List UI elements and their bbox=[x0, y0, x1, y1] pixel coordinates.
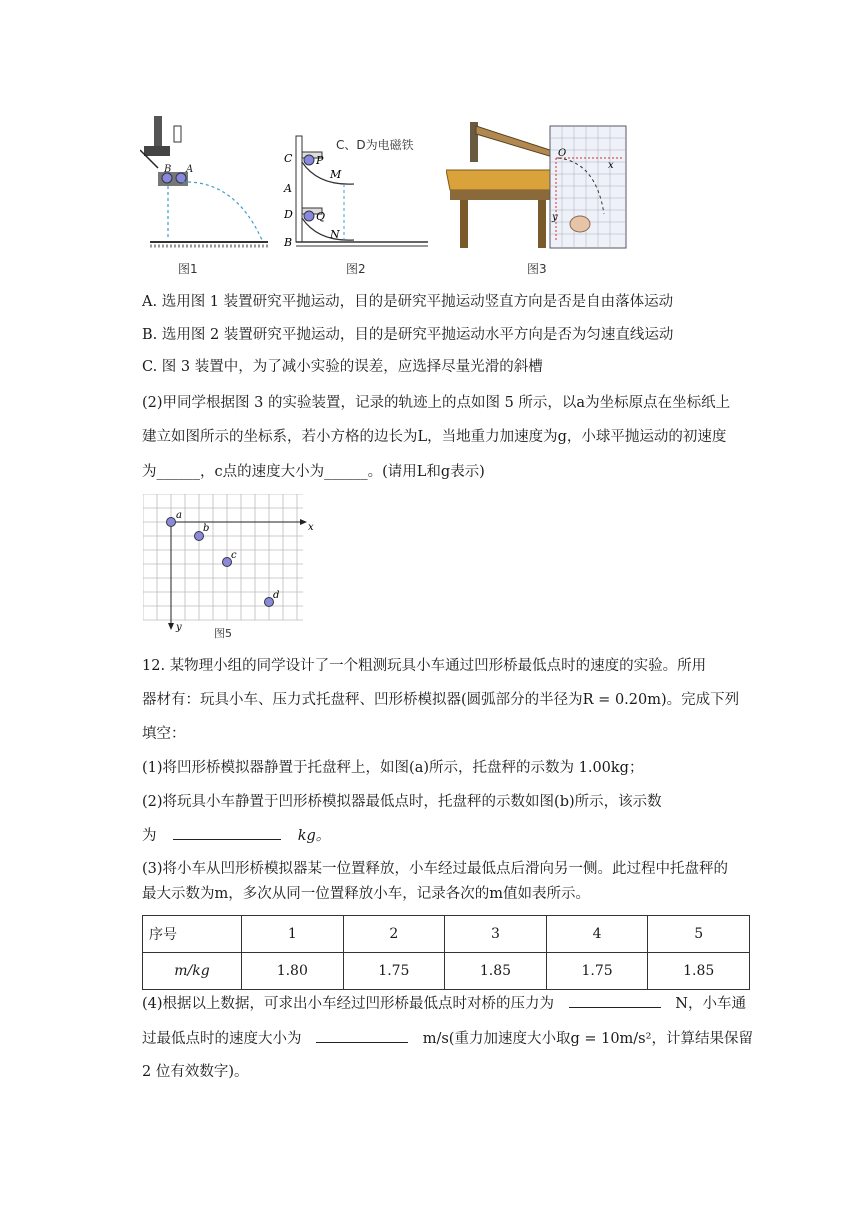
q12-step-4a-text: (4)根据以上数据，可求出小车经过凹形桥最低点时对桥的压力为 bbox=[142, 996, 555, 1012]
q2-line-2: 建立如图所示的坐标系，若小方格的边长为L，当地重力加速度为g，小球平抛运动的初速度 bbox=[142, 429, 727, 445]
fig2-label-p: P bbox=[316, 154, 324, 167]
fig5-label-y: y bbox=[176, 622, 182, 633]
fig2-label-q: Q bbox=[316, 210, 326, 223]
option-b: B. 选用图 2 装置研究平抛运动，目的是研究平抛运动水平方向是否为匀速直线运动 bbox=[142, 327, 674, 343]
fig2-label-c: C bbox=[284, 152, 293, 165]
q12-step-4a-unit: N，小车通 bbox=[675, 996, 746, 1012]
fig2-label-m: M bbox=[330, 168, 342, 181]
fig5-label-d: d bbox=[273, 590, 280, 601]
figure-1-caption: 图1 bbox=[178, 262, 198, 276]
answer-blank-force[interactable] bbox=[569, 993, 661, 1008]
q12-step-4b bbox=[142, 1028, 753, 1049]
table-cell: m/kg bbox=[143, 953, 242, 990]
table-cell: 1.85 bbox=[445, 953, 547, 990]
figure-5-grid bbox=[143, 494, 323, 634]
table-cell: 3 bbox=[445, 916, 547, 953]
figure-3-apparatus bbox=[446, 118, 630, 252]
fig3-label-y: y bbox=[552, 212, 558, 223]
table-row bbox=[143, 953, 750, 990]
q12-step-3a: (3)将小车从凹形桥模拟器某一位置释放，小车经过最低点后滑向另一侧。此过程中托盘秤的 bbox=[142, 861, 729, 877]
fig3-label-x: x bbox=[608, 160, 614, 171]
q2-line-3: 为______，c点的速度大小为______。(请用L和g表示) bbox=[142, 464, 485, 480]
table-cell: 4 bbox=[546, 916, 648, 953]
q12-line-2: 器材有：玩具小车、压力式托盘秤、凹形桥模拟器(圆弧部分的半径为R = 0.20m)。完成下列 bbox=[142, 692, 740, 708]
option-a: A. 选用图 1 装置研究平抛运动，目的是研究平抛运动竖直方向是否是自由落体运动 bbox=[142, 294, 674, 310]
fig3-label-o: O bbox=[558, 148, 567, 159]
answer-blank-speed[interactable] bbox=[316, 1028, 408, 1043]
table-cell: 1.75 bbox=[343, 953, 445, 990]
fig5-label-c: c bbox=[231, 550, 237, 561]
q12-step-2b-prefix: 为 bbox=[142, 828, 157, 844]
q12-line-1: 12. 某物理小组的同学设计了一个粗测玩具小车通过凹形桥最低点时的速度的实验。所用 bbox=[142, 658, 707, 674]
fig1-label-b: B bbox=[164, 164, 172, 175]
fig2-label-n: N bbox=[330, 228, 340, 241]
figure-5-caption: 图5 bbox=[214, 627, 232, 640]
q2-line-1: (2)甲同学根据图 3 的实验装置，记录的轨迹上的点如图 5 所示，以a为坐标原点在坐标纸上 bbox=[142, 395, 731, 411]
figure-2-note: C、D为电磁铁 bbox=[336, 138, 414, 152]
fig1-label-a: A bbox=[186, 164, 194, 175]
table-cell: 序号 bbox=[143, 916, 242, 953]
table-cell: 5 bbox=[648, 916, 750, 953]
q12-step-4a bbox=[142, 993, 746, 1014]
q12-step-2: (2)将玩具小车静置于凹形桥模拟器最低点时，托盘秤的示数如图(b)所示，该示数 bbox=[142, 794, 662, 810]
q12-step-3b: 最大示数为m，多次从同一位置释放小车，记录各次的m值如表所示。 bbox=[142, 886, 590, 902]
fig5-label-a: a bbox=[176, 510, 182, 521]
q12-step-4b-unit: m/s(重力加速度大小取g = 10m/s²，计算结果保留 bbox=[422, 1031, 753, 1047]
table-cell: 1 bbox=[242, 916, 344, 953]
answer-blank-mass[interactable] bbox=[173, 825, 281, 840]
q12-step-4c: 2 位有效数字)。 bbox=[142, 1064, 249, 1080]
table-cell: 2 bbox=[343, 916, 445, 953]
table-cell: 1.85 bbox=[648, 953, 750, 990]
fig2-label-a: A bbox=[284, 182, 292, 195]
mass-data-table bbox=[142, 915, 750, 990]
figure-3-caption: 图3 bbox=[527, 262, 547, 276]
q12-step-1: (1)将凹形桥模拟器静置于托盘秤上，如图(a)所示，托盘秤的示数为 1.00kg； bbox=[142, 760, 644, 776]
figure-1-apparatus bbox=[140, 110, 280, 250]
table-header-row bbox=[143, 916, 750, 953]
fig2-label-b: B bbox=[284, 236, 293, 249]
q12-line-3: 填空： bbox=[142, 726, 186, 742]
fig5-label-x: x bbox=[308, 522, 314, 533]
q12-step-4b-text: 过最低点时的速度大小为 bbox=[142, 1031, 302, 1047]
fig2-label-d: D bbox=[284, 208, 293, 221]
q12-step-2b-unit: kg。 bbox=[297, 828, 331, 844]
figure-2-caption: 图2 bbox=[346, 262, 366, 276]
fig5-label-b: b bbox=[203, 523, 210, 534]
option-c: C. 图 3 装置中，为了减小实验的误差，应选择尽量光滑的斜槽 bbox=[142, 359, 543, 375]
q12-step-2b bbox=[142, 825, 330, 846]
table-cell: 1.80 bbox=[242, 953, 344, 990]
table-cell: 1.75 bbox=[546, 953, 648, 990]
